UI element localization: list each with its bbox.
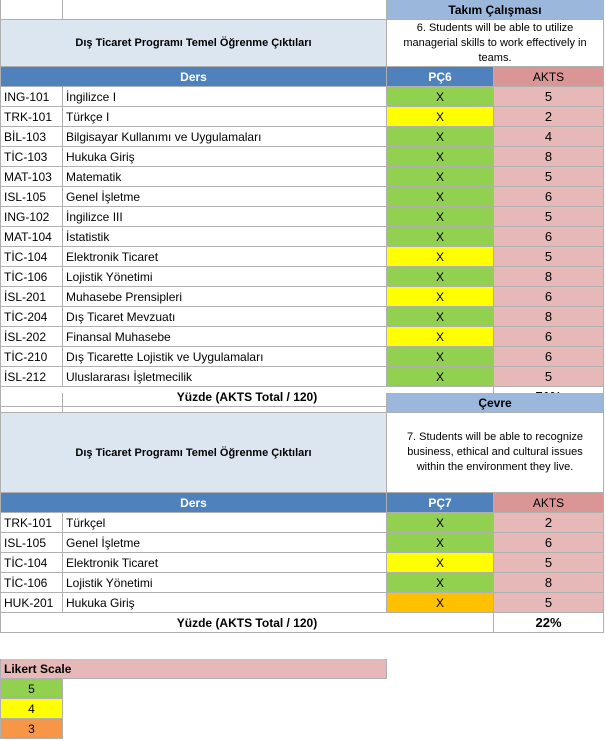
course-code[interactable]: TRK-101 [0, 107, 63, 127]
akts-header[interactable]: AKTS [494, 493, 604, 513]
course-name[interactable]: Hukuka Giriş [63, 147, 387, 167]
pc-mark[interactable]: X [387, 287, 494, 307]
akts-value[interactable]: 8 [494, 307, 604, 327]
akts-value[interactable]: 5 [494, 553, 604, 573]
likert-title[interactable]: Likert Scale [0, 659, 387, 679]
course-name[interactable]: Türkçe I [63, 107, 387, 127]
course-code[interactable]: ING-101 [0, 87, 63, 107]
outcome-text[interactable]: 6. Students will be able to utilize managerial skills to work effectively in teams. [387, 20, 604, 67]
ders-header[interactable]: Ders [0, 67, 387, 87]
course-name[interactable]: Lojistik Yönetimi [63, 573, 387, 593]
pc-mark[interactable]: X [387, 267, 494, 287]
akts-value[interactable]: 6 [494, 533, 604, 553]
akts-value[interactable]: 5 [494, 207, 604, 227]
course-code[interactable]: ISL-105 [0, 187, 63, 207]
akts-value[interactable]: 5 [494, 167, 604, 187]
ders-header[interactable]: Ders [0, 493, 387, 513]
course-code[interactable]: İSL-201 [0, 287, 63, 307]
course-name[interactable]: Matematik [63, 167, 387, 187]
course-name[interactable]: İstatistik [63, 227, 387, 247]
pc-mark[interactable]: X [387, 553, 494, 573]
course-name[interactable]: Uluslararası İşletmecilik [63, 367, 387, 387]
course-code[interactable]: TİC-204 [0, 307, 63, 327]
pc-mark[interactable]: X [387, 207, 494, 227]
akts-value[interactable]: 6 [494, 227, 604, 247]
pc-header[interactable]: PÇ7 [387, 493, 494, 513]
course-name[interactable]: Dış Ticarette Lojistik ve Uygulamaları [63, 347, 387, 367]
course-code[interactable]: HUK-201 [0, 593, 63, 613]
pc-mark[interactable]: X [387, 147, 494, 167]
akts-value[interactable]: 5 [494, 87, 604, 107]
course-name[interactable]: Elektronik Ticaret [63, 553, 387, 573]
akts-header[interactable]: AKTS [494, 67, 604, 87]
course-code[interactable]: TİC-104 [0, 247, 63, 267]
course-code[interactable]: ING-102 [0, 207, 63, 227]
likert-item[interactable]: 3 [0, 719, 63, 739]
course-name[interactable]: Elektronik Ticaret [63, 247, 387, 267]
pc-mark[interactable]: X [387, 347, 494, 367]
pc-mark[interactable]: X [387, 513, 494, 533]
pc-mark[interactable]: X [387, 87, 494, 107]
pc-mark[interactable]: X [387, 593, 494, 613]
pc-mark[interactable]: X [387, 187, 494, 207]
likert-item[interactable]: 5 [0, 679, 63, 699]
likert-item[interactable]: 4 [0, 699, 63, 719]
akts-value[interactable]: 6 [494, 187, 604, 207]
akts-value[interactable]: 2 [494, 107, 604, 127]
pc-mark[interactable]: X [387, 327, 494, 347]
pc-mark[interactable]: X [387, 367, 494, 387]
empty-cell[interactable] [63, 393, 387, 413]
course-name[interactable]: Finansal Muhasebe [63, 327, 387, 347]
empty-cell[interactable] [0, 0, 63, 20]
course-code[interactable]: TİC-104 [0, 553, 63, 573]
pc-mark[interactable]: X [387, 247, 494, 267]
course-name[interactable]: İngilizce I [63, 87, 387, 107]
course-code[interactable]: BİL-103 [0, 127, 63, 147]
course-code[interactable]: İSL-212 [0, 367, 63, 387]
total-label[interactable]: Yüzde (AKTS Total / 120) [0, 613, 494, 633]
pc-mark[interactable]: X [387, 127, 494, 147]
akts-value[interactable]: 4 [494, 127, 604, 147]
program-title[interactable]: Dış Ticaret Programı Temel Öğrenme Çıktıları [0, 20, 387, 67]
course-name[interactable]: İngilizce III [63, 207, 387, 227]
akts-value[interactable]: 8 [494, 147, 604, 167]
pc-mark[interactable]: X [387, 227, 494, 247]
course-name[interactable]: Genel İşletme [63, 187, 387, 207]
akts-value[interactable]: 5 [494, 367, 604, 387]
akts-value[interactable]: 5 [494, 247, 604, 267]
course-code[interactable]: TİC-106 [0, 573, 63, 593]
pc-mark[interactable]: X [387, 167, 494, 187]
empty-cell[interactable] [63, 0, 387, 20]
pc-mark[interactable]: X [387, 307, 494, 327]
course-code[interactable]: TİC-210 [0, 347, 63, 367]
category-header[interactable]: Çevre [387, 393, 604, 413]
course-code[interactable]: TİC-103 [0, 147, 63, 167]
akts-value[interactable]: 2 [494, 513, 604, 533]
course-name[interactable]: Hukuka Giriş [63, 593, 387, 613]
course-code[interactable]: TİC-106 [0, 267, 63, 287]
course-name[interactable]: Dış Ticaret Mevzuatı [63, 307, 387, 327]
total-label[interactable]: Yüzde (AKTS Total / 120) [0, 387, 494, 407]
category-header[interactable]: Takım Çalışması [387, 0, 604, 20]
course-name[interactable]: Genel İşletme [63, 533, 387, 553]
course-code[interactable]: TRK-101 [0, 513, 63, 533]
course-code[interactable]: İSL-202 [0, 327, 63, 347]
akts-value[interactable]: 5 [494, 593, 604, 613]
pc-mark[interactable]: X [387, 533, 494, 553]
course-code[interactable]: ISL-105 [0, 533, 63, 553]
course-name[interactable]: Bilgisayar Kullanımı ve Uygulamaları [63, 127, 387, 147]
outcome-text[interactable]: 7. Students will be able to recognize business, ethical and cultural issues within the environment they live. [387, 413, 604, 493]
course-name[interactable]: Türkçel [63, 513, 387, 533]
akts-value[interactable]: 6 [494, 347, 604, 367]
program-title[interactable]: Dış Ticaret Programı Temel Öğrenme Çıktıları [0, 413, 387, 493]
akts-value[interactable]: 6 [494, 287, 604, 307]
course-code[interactable]: MAT-103 [0, 167, 63, 187]
empty-cell[interactable] [0, 393, 63, 413]
pc-mark[interactable]: X [387, 573, 494, 593]
course-name[interactable]: Lojistik Yönetimi [63, 267, 387, 287]
course-code[interactable]: MAT-104 [0, 227, 63, 247]
akts-value[interactable]: 6 [494, 327, 604, 347]
course-name[interactable]: Muhasebe Prensipleri [63, 287, 387, 307]
akts-value[interactable]: 8 [494, 267, 604, 287]
pc-header[interactable]: PÇ6 [387, 67, 494, 87]
total-value[interactable]: 22% [494, 613, 604, 633]
akts-value[interactable]: 8 [494, 573, 604, 593]
pc-mark[interactable]: X [387, 107, 494, 127]
